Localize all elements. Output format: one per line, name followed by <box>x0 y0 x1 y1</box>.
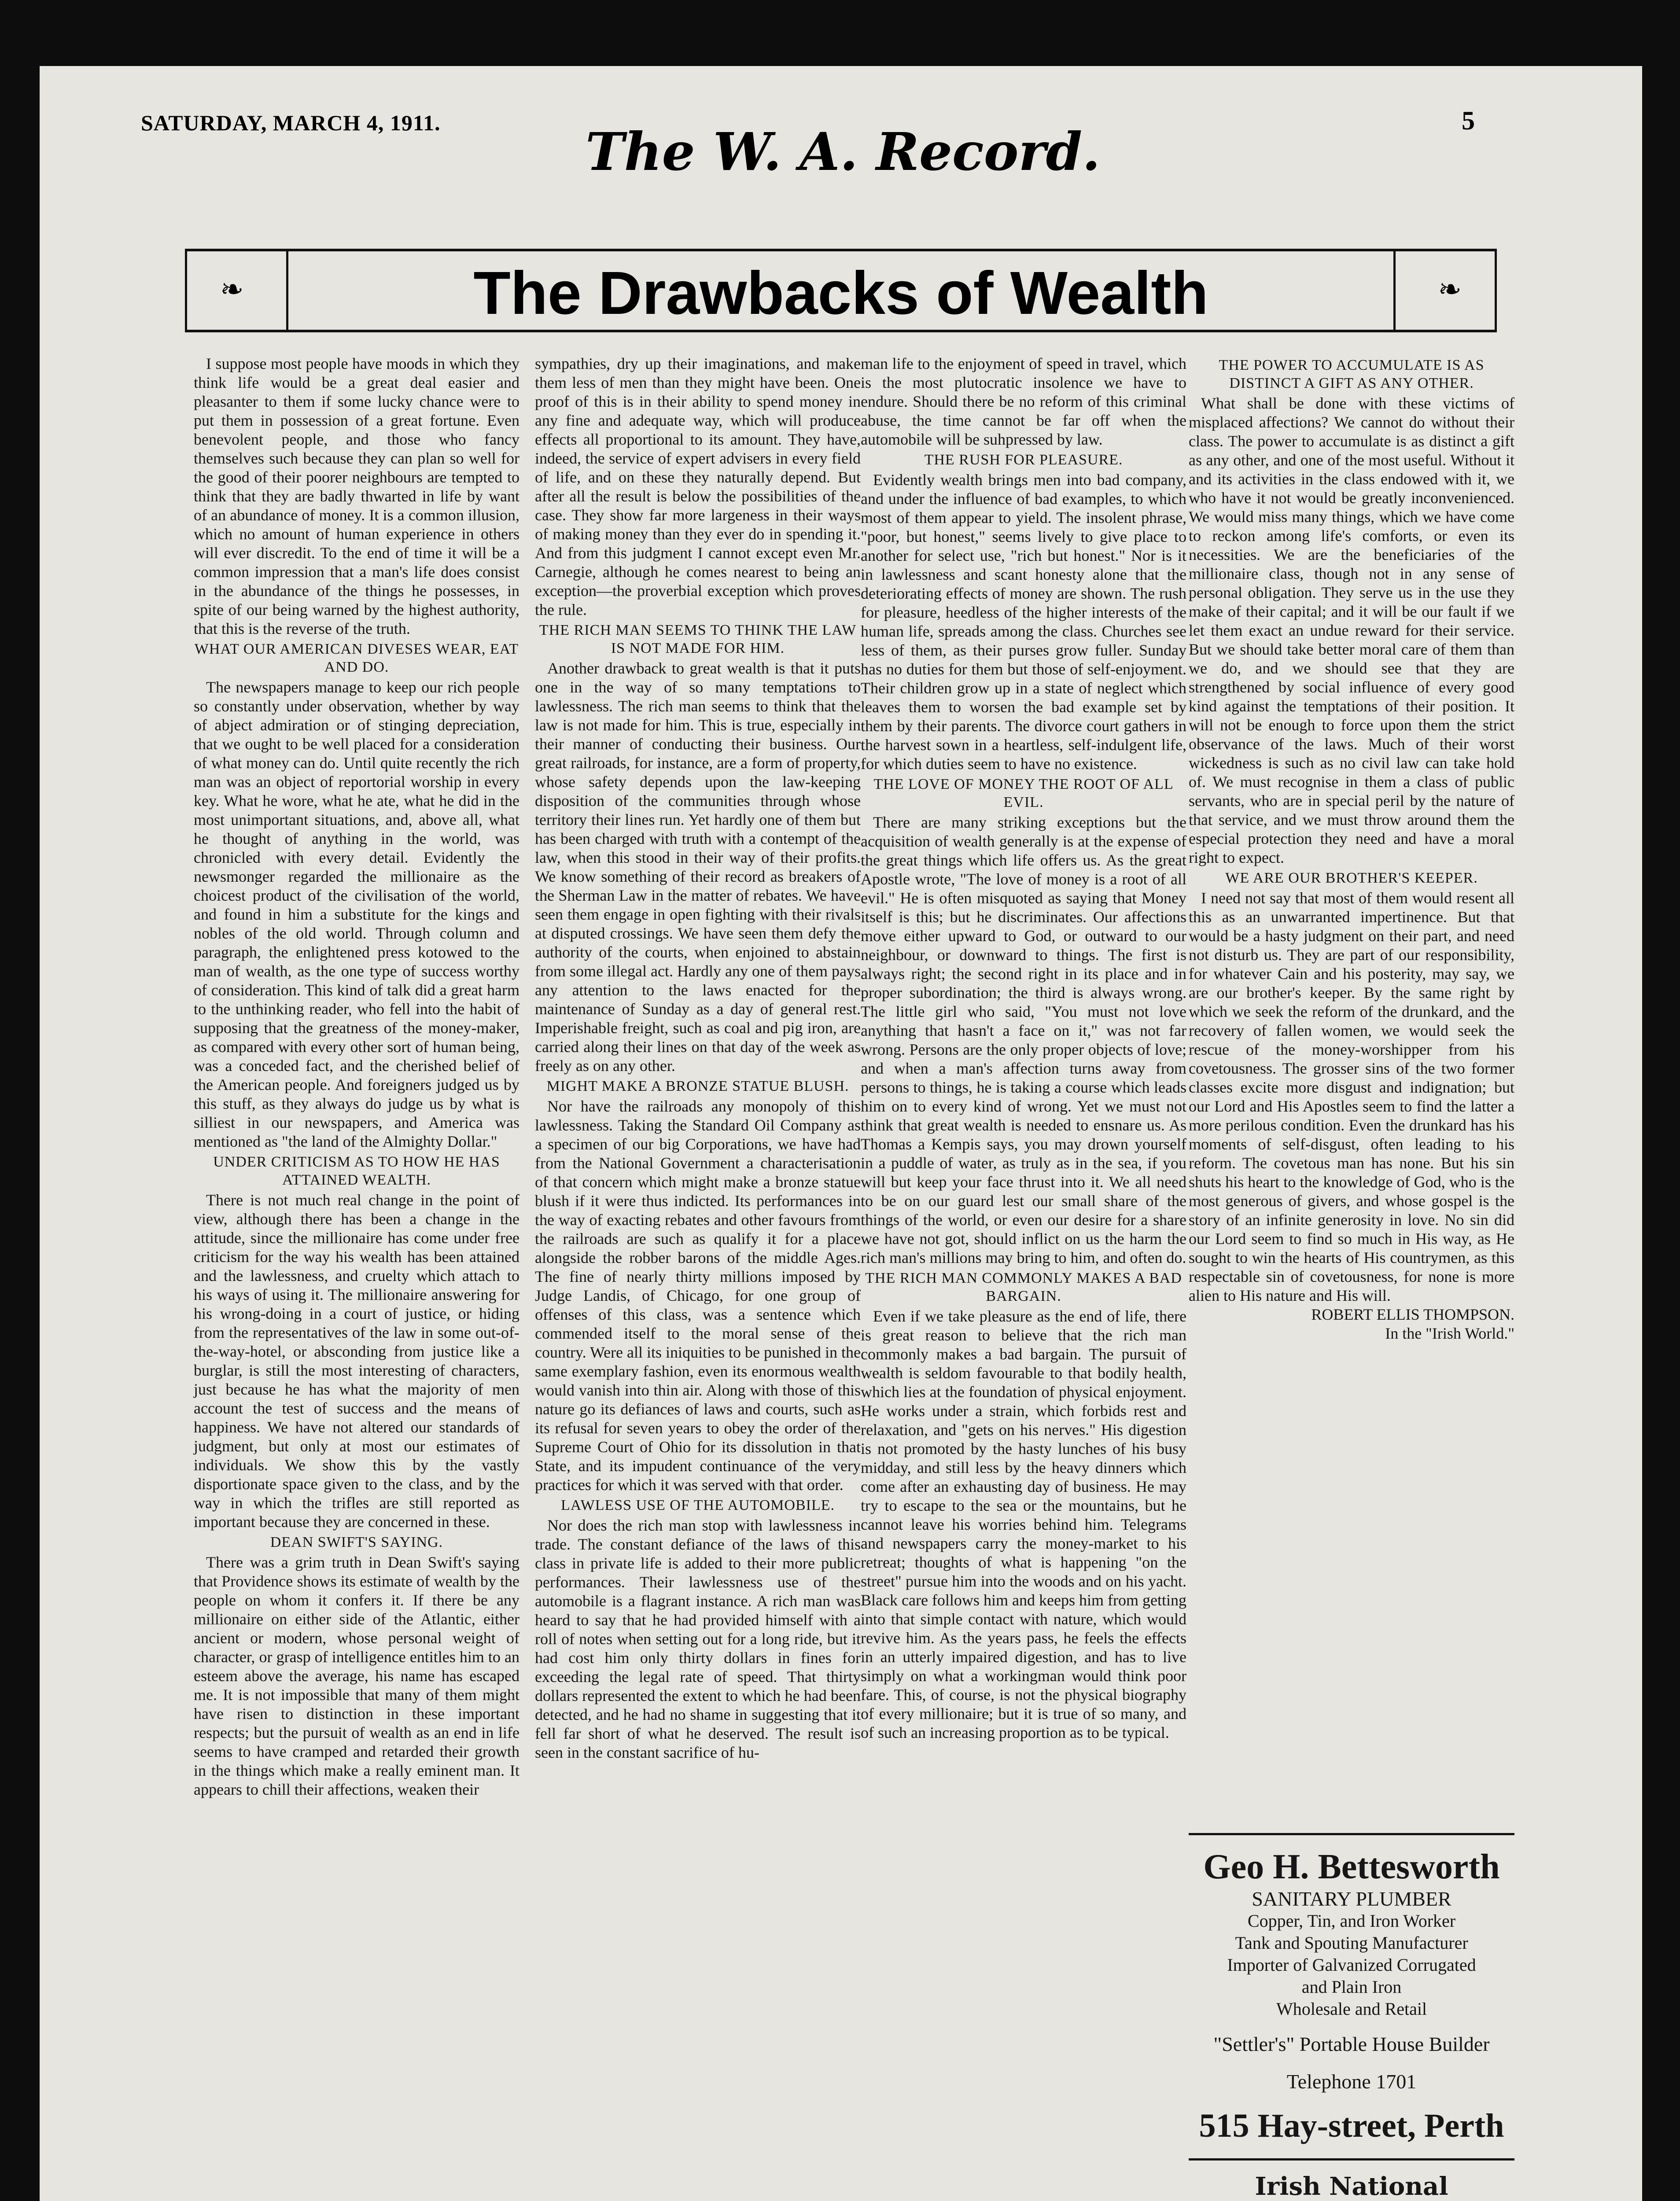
article-column-2 <box>535 354 861 1762</box>
plumber-telephone: Telephone 1701 <box>1286 2070 1417 2093</box>
section-heading: THE POWER TO ACCUMULATE IS AS DISTINCT A GIFT AS ANY OTHER. <box>1219 357 1485 391</box>
advertisements <box>1189 1822 1514 2201</box>
section-heading: THE RICH MAN SEEMS TO THINK THE LAW IS NOT MADE FOR HIM. <box>539 622 857 656</box>
section-heading: MIGHT MAKE A BRONZE STATUE BLUSH. <box>546 1078 849 1094</box>
article-paragraph: sympathies, dry up their imaginations, and make them less of men than they might have been. One proof of this is in their ability to spend money in any fine and adequate way, which will produce effects all proportional to its amount. They have, indeed, the service of expert advisers in every field of life, and on these they naturally depend. But after all the result is below the possibilities of the case. They show far more largeness in their ways of making money than they ever do in spending it. And from this judgment I cannot except even Mr. Carnegie, although he comes nearest to being an exception—the proverbial exception which proves the rule. <box>535 355 861 618</box>
plumber-trade: SANITARY PLUMBER <box>1252 1888 1452 1910</box>
author-signature: ROBERT ELLIS THOMPSON. <box>1311 1306 1514 1323</box>
plumber-address: 515 Hay-street, Perth <box>1199 2107 1504 2144</box>
article-column-1 <box>194 354 519 1799</box>
article-paragraph: Evidently wealth brings men into bad company, and under the influence of bad examples, to which most of them appear to yield. The insolent phrase, "poor, but honest," seems lively to give place to another for select use, "rich but honest." Nor is it in lawlessness and scant honesty alone that the deteriorating effects of money are shown. The rush for pleasure, heedless of the higher interests of the human life, spreads among the class. Churches see less of them, as their purses grow fuller. Sunday has no duties for them but those of self-enjoyment. Their children grow up in a state of neglect which leaves them to worsen the bad example set by them by their parents. The divorce court gathers in the harvest sown in a heartless, self-indulgent life, for which duties seem to have no existence. <box>861 471 1186 773</box>
article-paragraph: The newspapers manage to keep our rich people so constantly under observation, whether by way of abject admiration or of stinging depreciation, that we ought to be well placed for a consideration of what money can do. Until quite recently the rich man was an object of reportorial worship in every key. What he wore, what he ate, what he did in the most unimportant situations, and, above all, what he thought of anything in the world, was chronicled with every detail. Evidently the newsmonger regarded the millionaire as the choicest product of the civilisation of the world, and found in him a substitute for the kings and nobles of the old world. Through column and paragraph, the enlightened press kotowed to the man of wealth, as the one type of success worthy of consideration. This kind of talk did a great harm to the unthinking reader, who fell into the habit of supposing that the greatness of the money-maker, as compared with every other sort of human being, was a conceded fact, and the cherished belief of the American people. And foreigners judged us by this stuff, as they always do judge us by what is silliest in our newspapers, and America was mentioned as "the land of the Almighty Dollar." <box>194 678 519 1150</box>
article-paragraph: I suppose most people have moods in which they think life would be a great deal easier and pleasanter to them if some lucky chance were to put them in possession of a great fortune. Even benevolent people, and those who fancy themselves such because they can plan so well for the good of their poorer neighbours are tempted to think that they are badly thwarted in life by want of an abundance of money. It is a common illusion, which no amount of human experience in others will ever discredit. To the end of time it will be a common impression that a man's life does consist in the abundance of the things he possesses, in spite of our being warned by the highest authority, that this is the reverse of the truth. <box>194 355 519 637</box>
plumber-service-line: Tank and Spouting Manufacturer <box>1235 1933 1468 1953</box>
article-paragraph: Another drawback to great wealth is that it puts one in the way of so many temptations to lawlessness. The rich man seems to think that the law is not made for him. This is true, especially in their manner of conducting their business. Our great railroads, for instance, are a form of property, whose safety depends upon the law-keeping disposition of the communities through whose territory their lines run. Yet hardly one of them but has been charged with truth with a contempt of the law, when this stood in their way of their profits. We know something of their record as breakers of the Sherman Law in the matter of rebates. We have seen them engage in open fighting with their rivals at disputed crossings. We have seen them defy the authority of the courts, when enjoined to abstain from some illegal act. Hardly any one of them pays any attention to the laws enacted for the maintenance of Sunday as a day of general rest. Imperishable freight, such as coal and pig iron, are carried along their lines on that day of the week as freely as on any other. <box>535 659 861 1075</box>
page-number: 5 <box>1462 106 1475 135</box>
plumber-service-line: Copper, Tin, and Iron Worker <box>1247 1911 1456 1931</box>
article-paragraph: man life to the enjoyment of speed in travel, which is the most plutocratic insolence we have to endure. Should there be no reform of this criminal abuse, the time cannot be far off when the automobile will be suhpressed by law. <box>861 355 1186 448</box>
article-paragraph: What shall be done with these victims of misplaced affections? We cannot do without their class. The power to accumulate is as distinct a gift as any other, and one of the most useful. Without it and its activities in the class endowed with it, we who have it not would be greatly inconvenienced. We would miss many things, which we have come to reckon among life's comforts, or even its necessities. We are the beneficiaries of the millionaire class, though not in any sense of personal obligation. They serve us in the use they make of their capital; and it will be our fault if we let them exact an undue reward for their service. But we should take better moral care of them than we do, and we should see that they are strengthened by social influence of every good kind against the temptations of their position. It will not be enough to force upon them the strict observance of the laws. Much of their worst wickedness is such as no civil law can take hold of. We must recognise in them a class of public servants, who are in special peril by the nature of that service, and we must throw around them the especial protection they need and have a moral right to expect. <box>1189 394 1514 866</box>
author-signature: In the "Irish World." <box>1385 1325 1514 1342</box>
article-paragraph: I need not say that most of them would resent all this as an unwarranted impertinence. But that would be a hasty judgment on their part, and need not disturb us. They are part of our responsibility, for whatever Cain and his posterity, may say, we are our brother's keeper. By the same right by which we seek the reform of the drunkard, and the recovery of fallen women, we would seek the rescue of the money-worshipper from his covetousness. The grosser sins of the two former classes excite more disgust and indignation; but our Lord and His Apostles seem to find the latter a more perilous condition. Even the drunkard has his moments of self-disgust, often leading to his reform. The covetous man has none. But his sin shuts his heart to the knowledge of God, who is the most generous of givers, and whose gospel is the story of an infinite generosity in love. No sin did our Lord seem to find so much in His way, as He sought to win the hearts of His countrymen, as this respectable sin of covetousness, for none is more alien to His nature and His will. <box>1189 889 1514 1304</box>
section-heading: THE RICH MAN COMMONLY MAKES A BAD BARGAIN. <box>865 1270 1182 1304</box>
ad-divider <box>1189 1833 1514 1835</box>
section-heading: WHAT OUR AMERICAN DIVESES WEAR, EAT AND DO. <box>194 641 519 675</box>
headline-box <box>185 249 1497 332</box>
article-column-3 <box>861 354 1186 1742</box>
ad-divider <box>1189 2158 1514 2161</box>
section-heading: THE RUSH FOR PLEASURE. <box>924 452 1123 468</box>
article-headline: The Drawbacks of Wealth <box>473 259 1208 327</box>
society-title: Irish National <box>1255 2172 1448 2201</box>
article-paragraph: Nor have the railroads any monopoly of this lawlessness. Taking the Standard Oil Company as a specimen of our big Corporations, we have had from the National Government a characterisation of that concern which might make a bronze statue blush if it were thus indicted. Its performances in the way of exacting rebates and other favours from the railroads are such as qualify it for a place alongside the robber barons of the middle Ages. The fine of nearly thirty millions imposed by Judge Landis, of Chicago, for one group of offenses of this class, was a sentence which commended itself to the moral sense of the country. Were all its iniquities to be punished in the same exemplary fashion, even its enormous wealth would vanish into thin air. Along with those of this nature go its defiances of laws and courts, such as its refusal for seven years to obey the order of the Supreme Court of Ohio for its dissolution in that State, and its impudent continuance of the very practices for which it was served with that order. <box>535 1097 861 1494</box>
section-heading: UNDER CRITICISM AS TO HOW HE HAS ATTAINED WEALTH. <box>213 1154 500 1188</box>
newspaper-title: The W. A. Record. <box>586 121 1101 182</box>
article-paragraph: Even if we take pleasure as the end of life, there is great reason to believe that the rich man commonly makes a bad bargain. The pursuit of wealth is seldom favourable to that bodily health, which lies at the foundation of physical enjoyment. He works under a strain, which forbids rest and relaxation, and "gets on his nerves." His digestion is not promoted by the hasty lunches of his busy midday, and still less by the heavy dinners which come after an exhausting day of business. He may try to escape to the sea or the mountains, but he cannot leave his worries behind him. Telegrams and newspapers carry the money-market to his retreat; thoughts of what is happening "on the street" pursue him into the woods and on his yacht. Black care follows him and keeps him from getting into that simple contact with nature, which would revive him. As the years pass, he feels the effects in an utterly impaired digestion, and has to live simply on what a workingman would think poor fare. This, of course, is not the physical biography of every millionaire; but it is true of so many, and of such an increasing proportion as to be typical. <box>861 1307 1186 1741</box>
plumber-builder-line: "Settler's" Portable House Builder <box>1213 2033 1490 2055</box>
section-heading: LAWLESS USE OF THE AUTOMOBILE. <box>561 1497 835 1513</box>
article-column-4 <box>1189 354 1514 1343</box>
section-heading: THE LOVE OF MONEY THE ROOT OF ALL EVIL. <box>873 776 1174 810</box>
plumber-service-line: and Plain Iron <box>1301 1977 1402 1997</box>
article-paragraph: Nor does the rich man stop with lawlessness in trade. The constant defiance of the laws of this class in private life is added to their more public performances. Their lawlessness use of the automobile is a flagrant instance. A rich man was heard to say that he had provided himself with a roll of notes when setting out for a long ride, but it had cost him only thirty dollars in fines for exceeding the legal rate of speed. That thirty dollars represented the extent to which he had been detected, and he had no shame in suggesting that it fell far short of what he deserved. The result is seen in the constant sacrifice of hu- <box>535 1516 861 1761</box>
plumber-service-line: Wholesale and Retail <box>1276 1999 1427 2019</box>
plumber-name: Geo H. Bettesworth <box>1203 1848 1500 1886</box>
issue-date: SATURDAY, MARCH 4, 1911. <box>141 110 441 135</box>
article-paragraph: There was a grim truth in Dean Swift's saying that Providence shows its estimate of wealth by the people on whom it confers it. If there be any millionaire on either side of the Atlantic, either ancient or modern, whose personal weight of character, or grasp of intelligence entitles him to an esteem above the average, his name has escaped me. It is not impossible that many of them might have risen to distinction in these important respects; but the pursuit of wealth as an end in life seems to have cramped and retarded their growth in the things which make a really eminent man. It appears to chill their affections, weaken their <box>194 1553 519 1798</box>
leaf-ornament-right-icon: ❧ <box>1438 273 1462 306</box>
leaf-ornament-left-icon: ❧ <box>220 273 244 306</box>
article-paragraph: There are many striking exceptions but the acquisition of wealth generally is at the expense of the great things which life offers us. As the great Apostle wrote, "The love of money is a root of all evil." He is often misquoted as saying that Money itself is this; but he discriminates. Our affections move either upward to God, or outward to our neighbour, or downward to things. The first is always right; the second right in its place and in proper subordination; the third is always wrong. The little girl who said, "You must not love anything that hasn't a face on it," was not far wrong. Persons are the only proper objects of love; and when a man's affection turns away from persons to things, he is taking a course which leads him on to every kind of wrong. Yet we must not think that great wealth is needed to ensnare us. As Thomas a Kempis says, you may drown yourself in a puddle of water, as truly as in the sea, if you will but keep your face thrust into it. We all need to be on our guard lest our small share of the things of the world, or even our desire for a share we have not got, should inflict on us the harm the rich man's millions may bring to him, and often do. <box>861 813 1186 1266</box>
article-paragraph: There is not much real change in the point of view, although there has been a change in the attitude, since the millionaire has come under free criticism for the way his wealth has been attained and the lawlessness, and cruelty which attach to his ways of using it. The millionaire answering for his wrong-doing in a court of justice, or hiding from the representatives of the law in some out-of-the-way-hotel, or absconding from justice like a burglar, is still the most interesting of characters, just because he has what the majority of men account the test of success and the means of happiness. We have not altered our standards of judgment, but only at most our estimates of individuals. We show this by the vastly disportionate space given to the class, and by the way in which the trifles are still reported as important because they are concerned in these. <box>194 1191 519 1531</box>
section-heading: WE ARE OUR BROTHER'S KEEPER. <box>1225 870 1478 886</box>
section-heading: DEAN SWIFT'S SAYING. <box>270 1534 443 1550</box>
plumber-service-line: Importer of Galvanized Corrugated <box>1227 1955 1476 1975</box>
